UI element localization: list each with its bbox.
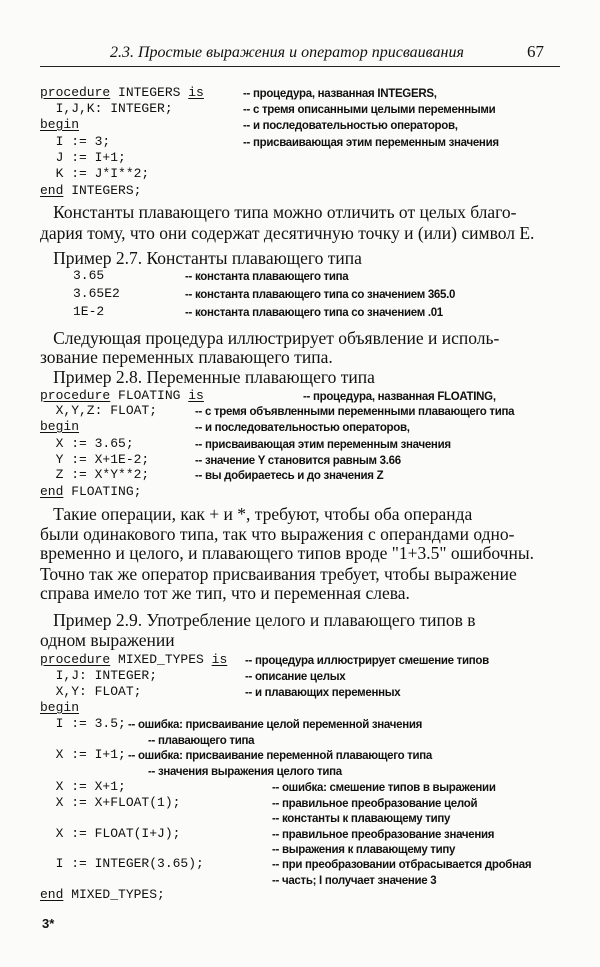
code-comment: -- константа плавающего типа — [185, 271, 349, 283]
code-line — [40, 183, 141, 199]
code-keyword: end — [40, 887, 64, 902]
code-line — [40, 85, 204, 101]
code-comment: -- с тремя описанными целыми переменными — [243, 104, 496, 116]
code-keyword: begin — [40, 419, 80, 434]
code-line — [40, 684, 141, 700]
code-comment: -- присваивающая этим переменным значения — [195, 439, 451, 451]
code-line — [73, 304, 104, 320]
code-text: 3.65E2 — [73, 286, 120, 301]
paragraph-line: Такие операции, как + и *, требуют, чтобы оба операнда — [40, 504, 473, 524]
running-header: 2.3. Простые выражения и оператор присваивания — [110, 44, 464, 61]
code-line — [40, 388, 204, 404]
code-comment: -- с тремя объявленными переменными плавающего типа — [195, 406, 515, 418]
code-keyword: procedure — [40, 652, 111, 667]
code-comment: -- плавающего типа — [148, 735, 255, 747]
code-text: 1E-2 — [73, 304, 105, 319]
code-text: X,Y: FLOAT; — [40, 684, 142, 699]
code-text: MIXED_TYPES — [110, 652, 212, 667]
code-comment: -- ошибка: присваивание переменной плавающего типа — [128, 750, 433, 762]
code-line — [73, 268, 104, 284]
paragraph-line: Точно так же оператор присваивания требует, чтобы выражение — [40, 564, 517, 584]
code-keyword: end — [40, 183, 64, 198]
code-text: X := FLOAT(I+J); — [40, 826, 181, 841]
code-text: INTEGERS — [110, 85, 189, 100]
code-line — [73, 286, 120, 302]
paragraph-line: Следующая процедура иллюстрирует объявление и исполь- — [40, 328, 500, 348]
code-comment: -- и плавающих переменных — [245, 687, 401, 699]
code-comment: -- значения выражения целого типа — [148, 766, 342, 778]
code-comment: -- присваивающая этим переменным значения — [243, 137, 499, 149]
code-comment: -- процедура иллюстрирует смешение типов — [245, 655, 489, 667]
code-line — [40, 101, 173, 117]
code-text: FLOATING — [110, 388, 189, 403]
code-text: I := INTEGER(3.65); — [40, 856, 204, 871]
code-keyword: is — [211, 652, 228, 667]
code-line — [40, 652, 227, 668]
paragraph-line: Константы плавающего типа можно отличить от целых благо- — [40, 202, 517, 222]
code-keyword: procedure — [40, 388, 111, 403]
code-keyword: end — [40, 484, 64, 499]
code-text: Y := X+1E-2; — [40, 452, 150, 467]
code-comment: -- ошибка: присваивание целой переменной значения — [128, 719, 423, 731]
code-line — [40, 826, 180, 842]
paragraph-line: справа имело тот же тип, что и переменная слева. — [40, 583, 410, 603]
code-text: X := I+1; — [40, 747, 126, 762]
code-line — [40, 716, 126, 732]
code-comment: -- правильное преобразование целой — [272, 798, 478, 810]
code-text: I := 3; — [40, 134, 111, 149]
paragraph-line: временно и целого, и плавающего типов вроде "1+3.5" ошибочны. — [40, 543, 534, 563]
code-comment: -- процедура, названная INTEGERS, — [243, 88, 437, 100]
code-text: I,J,K: INTEGER; — [40, 101, 173, 116]
code-line — [40, 700, 79, 716]
code-line — [40, 668, 157, 684]
paragraph-line: Пример 2.9. Употребление целого и плавающего типов в — [40, 610, 476, 630]
code-line — [40, 467, 149, 483]
paragraph-line: зование переменных плавающего типа. — [40, 347, 333, 367]
code-text: I := 3.5; — [40, 716, 126, 731]
code-line — [40, 887, 165, 903]
paragraph-line: Пример 2.8. Переменные плавающего типа — [40, 367, 375, 387]
code-comment: -- при преобразовании отбрасывается дробная — [272, 859, 532, 871]
code-line — [40, 436, 134, 452]
paragraph-line: были одинакового типа, так что выражения с операндами одно- — [40, 524, 515, 544]
code-comment: -- константа плавающего типа со значением 365.0 — [185, 289, 456, 301]
code-comment: -- выражения к плавающему типу — [272, 844, 456, 856]
code-line — [40, 856, 204, 872]
code-text: FLOATING; — [63, 484, 142, 499]
code-text: X,Y,Z: FLOAT; — [40, 403, 158, 418]
code-keyword: procedure — [40, 85, 111, 100]
code-line — [40, 484, 141, 500]
code-comment: -- ошибка: смешение типов в выражении — [272, 782, 496, 794]
code-comment: -- значение Y становится равным 3.66 — [195, 455, 401, 467]
code-comment: -- правильное преобразование значения — [272, 829, 495, 841]
code-comment: -- вы добираетесь и до значения Z — [195, 470, 384, 482]
code-keyword: is — [188, 388, 204, 403]
code-text: K := J*I**2; — [40, 166, 150, 181]
code-line — [40, 117, 79, 133]
code-line — [40, 403, 157, 419]
code-comment: -- процедура, названная FLOATING, — [303, 391, 496, 403]
paragraph-line: одном выражении — [40, 630, 175, 650]
code-comment: -- описание целых — [245, 671, 346, 683]
code-text: Z := X*Y**2; — [40, 467, 150, 482]
paragraph-line: дария тому, что они содержат десятичную точку и (или) символ E. — [40, 223, 535, 243]
code-comment: -- и последовательностью операторов, — [243, 120, 458, 132]
code-keyword: is — [188, 85, 204, 100]
code-text: J := I+1; — [40, 150, 126, 165]
code-line — [40, 166, 149, 182]
code-comment: -- и последовательностью операторов, — [195, 422, 410, 434]
code-text: 3.65 — [73, 268, 105, 283]
code-comment: -- константы к плавающему типу — [272, 813, 451, 825]
code-line — [40, 452, 149, 468]
code-comment: -- константа плавающего типа со значением .01 — [185, 307, 443, 319]
code-line — [40, 795, 180, 811]
signature-mark: 3* — [42, 916, 55, 931]
code-keyword: begin — [40, 117, 80, 132]
code-line — [40, 150, 126, 166]
code-text: MIXED_TYPES; — [63, 887, 165, 902]
page-number: 67 — [527, 42, 544, 61]
code-line — [40, 419, 79, 435]
code-comment: -- часть; I получает значение 3 — [272, 875, 437, 887]
code-line — [40, 779, 126, 795]
code-line — [40, 134, 110, 150]
code-line — [40, 747, 126, 763]
paragraph-line: Пример 2.7. Константы плавающего типа — [40, 248, 362, 268]
header-rule — [40, 66, 560, 67]
code-text: X := X+1; — [40, 779, 126, 794]
code-text: INTEGERS; — [63, 183, 142, 198]
code-keyword: begin — [40, 700, 80, 715]
code-text: I,J: INTEGER; — [40, 668, 158, 683]
code-text: X := X+FLOAT(1); — [40, 795, 181, 810]
code-text: X := 3.65; — [40, 436, 134, 451]
